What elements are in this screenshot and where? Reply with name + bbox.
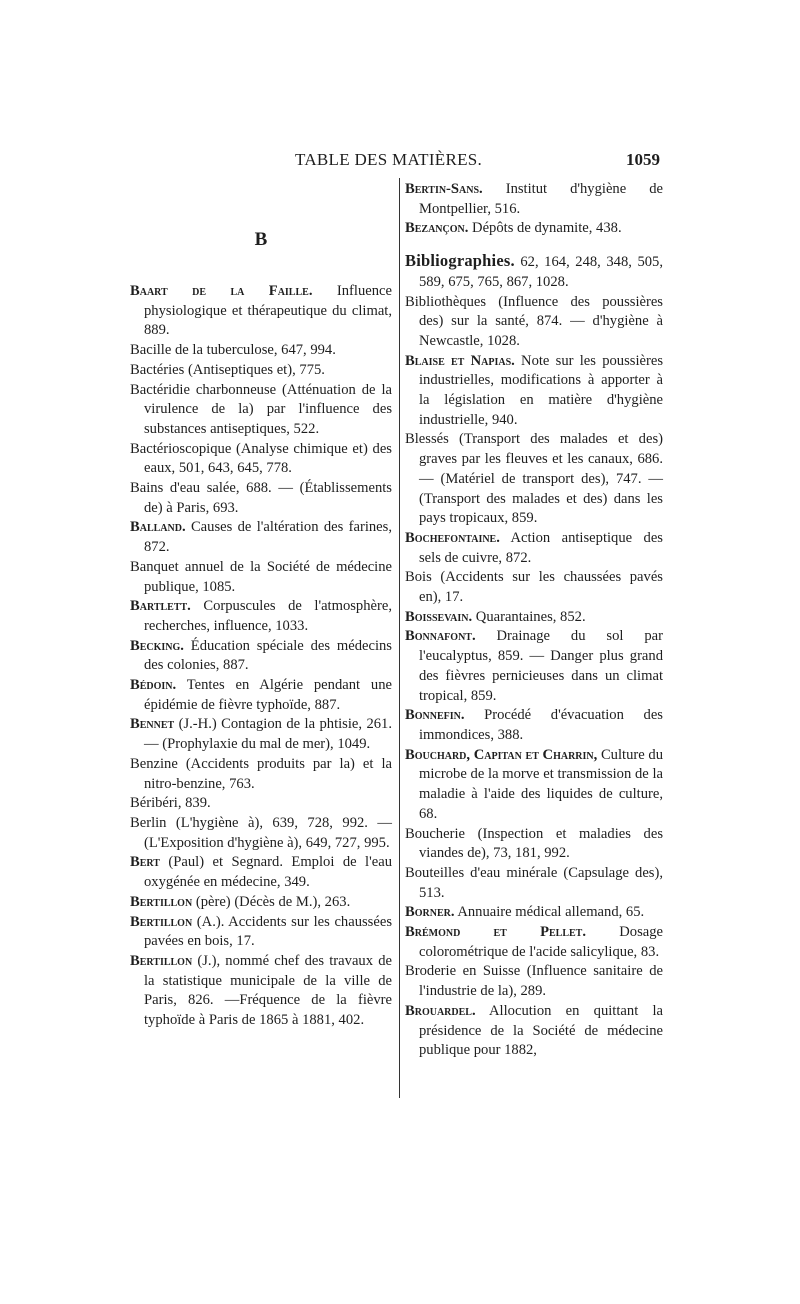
entry-head: Bertin-Sans. [405, 181, 483, 197]
entry-text: (père) (Décès de M.), 263. [192, 893, 351, 910]
index-entry [405, 430, 663, 529]
entry-text: Bactéridie charbonneuse (Atténuation de la virulence de la) par l'influence des substances antiseptiques, 522. [130, 381, 392, 437]
entry-head: Bonnafont. [405, 628, 476, 645]
index-entry [130, 715, 392, 754]
entry-text: Quarantaines, 852. [472, 608, 586, 625]
entry-text: Bibliothèques (Influence des poussières des) sur la santé, 874. — d'hygiène à Newcastle, 1028. [405, 293, 663, 349]
entry-head: Boissevain. [405, 608, 473, 625]
entry-head: Brouardel. [405, 1002, 476, 1019]
index-entry [130, 853, 392, 892]
entry-text: Bacille de la tuberculose, 647, 994. [130, 342, 336, 359]
left-column [130, 172, 392, 1031]
entry-text: Causes de l'altération des farines, 872. [144, 519, 392, 556]
index-entry [405, 903, 663, 923]
index-entry [130, 381, 392, 440]
index-entry [405, 352, 663, 431]
entry-text: Béribéri, 839. [130, 795, 211, 812]
right-top-entries [405, 180, 663, 239]
entry-text: Institut d'hygiène de Montpellier, 516. [419, 181, 663, 217]
right-entries [405, 293, 663, 1061]
entry-text: Boucherie (Inspection et maladies des viandes de), 73, 181, 992. [405, 825, 663, 862]
entry-head: Bédoin. [130, 677, 177, 694]
spacer [405, 239, 663, 251]
page-header [130, 150, 660, 174]
entry-text: Benzine (Accidents produits par la) et la nitro-benzine, 763. [130, 755, 392, 792]
entry-head: Bochefontaine. [405, 529, 500, 546]
entry-text: Procédé d'évacuation des immondices, 388. [419, 707, 663, 743]
entry-text: Berlin (L'hygiène à), 639, 728, 992. — (L'Exposition d'hygiène à), 649, 727, 995. [130, 814, 392, 851]
bibliography-label: Bibliographies. [405, 251, 515, 271]
index-entry [405, 825, 663, 864]
index-entry-bibliographies [405, 251, 663, 292]
index-entry [405, 706, 663, 745]
index-entry [405, 568, 663, 607]
bibliography-pages: 62, 164, 248, 348, 505, 589, 675, 765, 867, 1028. [419, 254, 663, 290]
index-entry [130, 755, 392, 794]
page-number: 1059 [626, 150, 660, 169]
left-entries [130, 282, 392, 1031]
entry-text: Action antiseptique des sels de cuivre, 872. [419, 529, 663, 566]
entry-head: Bert [130, 854, 160, 871]
entry-head: Bezançon. [405, 220, 469, 237]
index-entry [130, 814, 392, 853]
index-entry [130, 440, 392, 479]
entry-text: Drainage du sol par l'eucalyptus, 859. — Danger plus grand des fièvres pernicieuses dans un climat tropical, 859. [419, 628, 663, 704]
index-entry [405, 923, 663, 962]
index-entry [405, 529, 663, 568]
index-entry [130, 637, 392, 676]
index-entry [405, 627, 663, 706]
entry-text: Éducation spéciale des médecins des colonies, 887. [144, 637, 392, 674]
running-title: TABLE DES MATIÈRES. [295, 150, 483, 169]
index-entry [405, 219, 663, 239]
entry-text: Bouteilles d'eau minérale (Capsulage des), 513. [405, 864, 663, 901]
entry-text: Dépôts de dynamite, 438. [468, 220, 622, 237]
index-entry [405, 608, 663, 628]
index-entry [405, 746, 663, 825]
index-entry [130, 952, 392, 1031]
entry-text: Influence physiologique et thérapeutique du climat, 889. [144, 283, 392, 339]
entry-head: Baart de la Faille. [130, 283, 313, 299]
entry-text: Culture du microbe de la morve et transmission de la maladie à l'aide des liquides de culture, 68. [419, 746, 663, 822]
index-entry [130, 518, 392, 557]
index-entry [405, 1002, 663, 1061]
entry-head: Brémond et Pellet. [405, 924, 586, 941]
entry-text: Bois (Accidents sur les chaussées pavés en), 17. [405, 569, 663, 606]
entry-head: Bouchard, Capitan et Charrin, [405, 746, 598, 763]
entry-text: Bactérioscopique (Analyse chimique et) des eaux, 501, 643, 645, 778. [130, 440, 392, 477]
index-entry [130, 794, 392, 814]
entry-text: Bactéries (Antiseptiques et), 775. [130, 361, 325, 378]
entry-head: Bennet [130, 716, 175, 733]
entry-text: Note sur les poussières industrielles, modifications à apporter à la législation en matière d'hygiène industrielle, 940. [419, 352, 663, 428]
column-divider [399, 178, 400, 1098]
index-entry [405, 293, 663, 352]
entry-text: Blessés (Transport des malades et des) graves par les fleuves et les canaux, 686. — (Matériel de transport des), 747. — (Transport des malades et des) dans les pays tropicaux, 859. [405, 431, 663, 527]
index-entry [130, 479, 392, 518]
index-entry [130, 341, 392, 361]
entry-text: Bains d'eau salée, 688. — (Établissements de) à Paris, 693. [130, 480, 392, 516]
index-entry [130, 893, 392, 913]
index-entry [130, 282, 392, 341]
right-column [405, 180, 663, 1061]
entry-text: (A.). Accidents sur les chaussées pavées en bois, 17. [144, 913, 392, 950]
entry-head: Bertillon [130, 893, 193, 910]
entry-head: Balland. [130, 519, 186, 536]
entry-head: Blaise et Napias. [405, 352, 515, 369]
entry-text: Corpuscules de l'atmosphère, recherches, influence, 1033. [144, 598, 392, 634]
section-letter: B [254, 229, 268, 250]
index-entry [130, 597, 392, 636]
entry-head: Bartlett. [130, 598, 191, 615]
index-entry [130, 361, 392, 381]
entry-head: Becking. [130, 637, 184, 654]
entry-text: (J.-H.) Contagion de la phtisie, 261. — (Prophylaxie du mal de mer), 1049. [144, 716, 392, 753]
index-entry [405, 864, 663, 903]
entry-text: Banquet annuel de la Société de médecine publique, 1085. [130, 558, 392, 595]
entry-head: Bertillon [130, 952, 193, 969]
entry-head: Borner. [405, 904, 455, 921]
entry-head: Bonnefin. [405, 707, 465, 724]
entry-text: Dosage colorométrique de l'acide salicylique, 83. [419, 924, 663, 960]
index-entry [130, 913, 392, 952]
entry-text: Annuaire médical allemand, 65. [454, 904, 645, 921]
index-entry [405, 180, 663, 219]
entry-text: (J.), nommé chef des travaux de la statistique municipale de la ville de Paris, 826. —Fréquence de la fièvre typhoïde à Paris de 1865 à 1881, 402. [144, 952, 392, 1029]
index-entry [130, 676, 392, 715]
entry-text: (Paul) et Segnard. Emploi de l'eau oxygénée en médecine, 349. [144, 854, 392, 891]
entry-text: Tentes en Algérie pendant une épidémie de fièvre typhoïde, 887. [144, 677, 392, 713]
entry-text: Allocution en quittant la présidence de la Société de médecine publique pour 1882, [419, 1002, 663, 1059]
entry-head: Bertillon [130, 913, 193, 930]
index-entry [130, 558, 392, 597]
index-entry [405, 962, 663, 1001]
entry-text: Broderie en Suisse (Influence sanitaire de l'industrie de la), 289. [405, 963, 663, 1000]
